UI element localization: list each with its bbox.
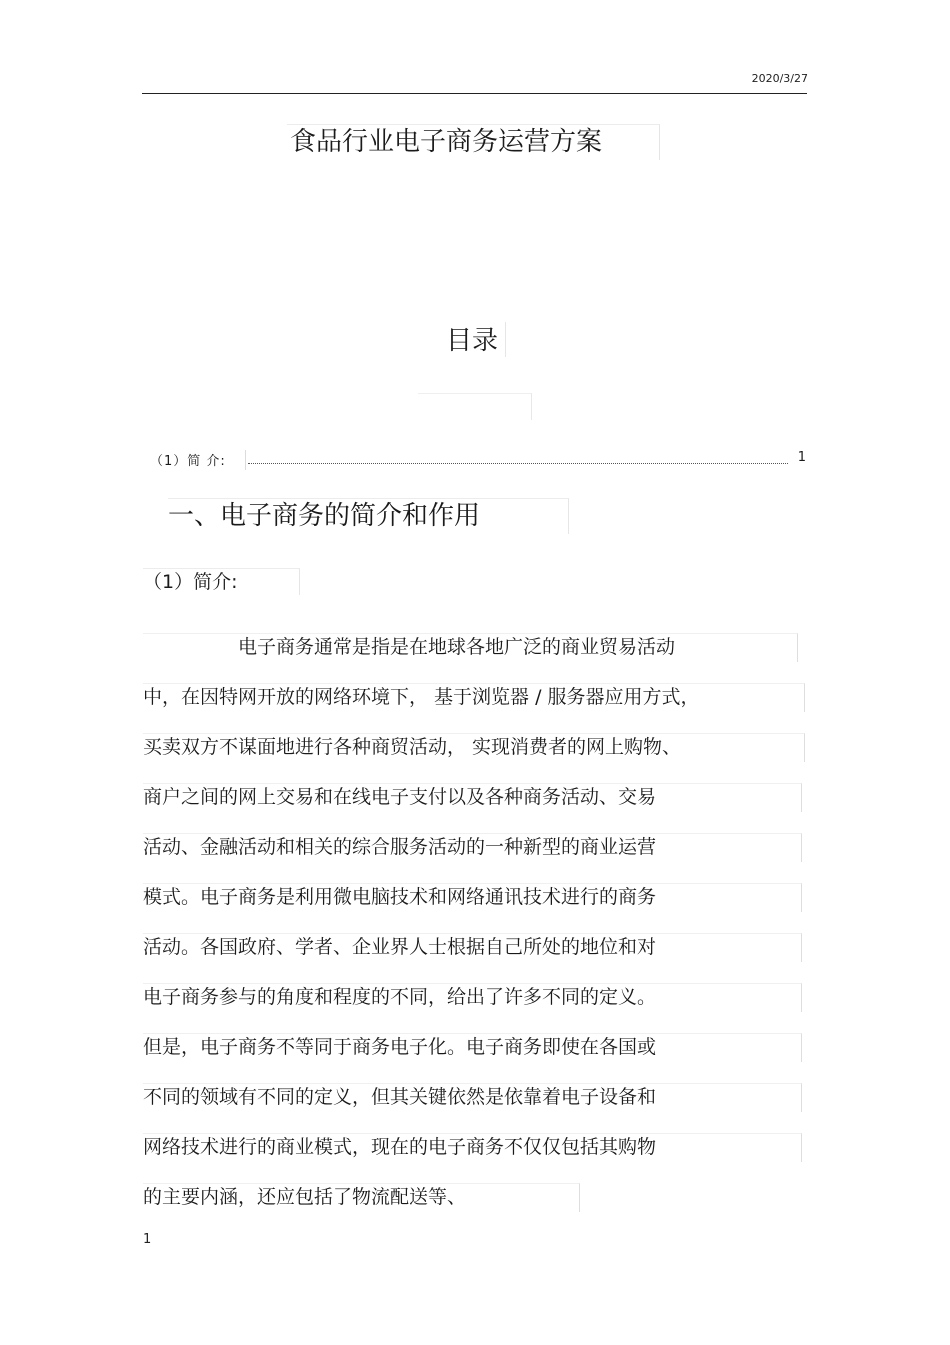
body-line: 的主要内涵，还应包括了物流配送等、 [143, 1186, 467, 1208]
body-line: 网络技术进行的商业模式，现在的电子商务不仅仅包括其购物 [143, 1136, 657, 1158]
page-number: 1 [143, 1232, 152, 1247]
header-date: 2020/3/27 [751, 72, 808, 85]
body-line: 不同的领域有不同的定义，但其关键依然是依靠着电子设备和 [143, 1086, 657, 1108]
body-line: 模式。电子商务是利用微电脑技术和网络通讯技术进行的商务 [143, 886, 657, 908]
body-line: 但是，电子商务不等同于商务电子化。电子商务即使在各国或 [143, 1036, 657, 1058]
toc-entry-label: （1）简 介: [150, 454, 226, 469]
empty-text-frame [418, 393, 532, 420]
body-line: 活动、金融活动和相关的综合服务活动的一种新型的商业运营 [143, 836, 657, 858]
toc-entry-page: 1 [797, 450, 806, 465]
toc-entry[interactable] [150, 450, 808, 470]
subheading: （1）简介: [143, 571, 238, 593]
toc-leader-dots [248, 463, 788, 464]
body-line: 电子商务参与的角度和程度的不同，给出了许多不同的定义。 [143, 986, 657, 1008]
body-line: 电子商务通常是指是在地球各地广泛的商业贸易活动 [238, 636, 676, 658]
header-rule [142, 93, 807, 94]
toc-entry-frame [245, 450, 246, 470]
body-line: 中，在因特网开放的网络环境下， 基于浏览器 / 服务器应用方式， [143, 686, 700, 708]
body-line: 活动。各国政府、学者、企业界人士根据自己所处的地位和对 [143, 936, 657, 958]
toc-heading: 目录 [446, 326, 499, 356]
document-title: 食品行业电子商务运营方案 [290, 127, 603, 157]
body-line: 商户之间的网上交易和在线电子支付以及各种商务活动、交易 [143, 786, 657, 808]
body-line: 买卖双方不谋面地进行各种商贸活动， 实现消费者的网上购物、 [143, 736, 682, 758]
section-heading: 一、电子商务的简介和作用 [168, 501, 481, 531]
